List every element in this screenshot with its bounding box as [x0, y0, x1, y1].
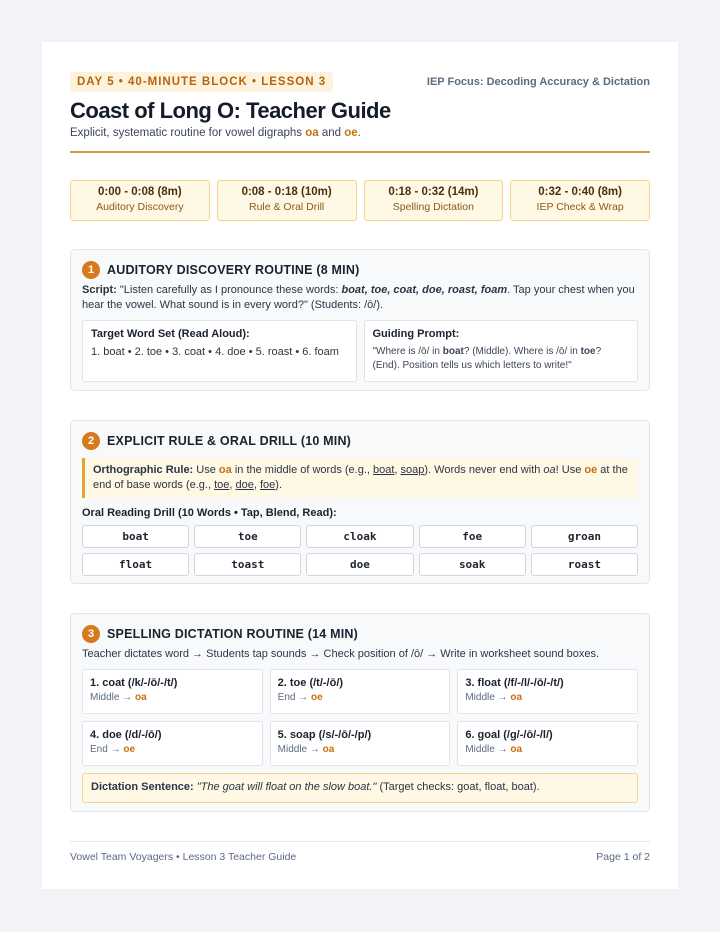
- rule-text: Use: [193, 464, 219, 476]
- card-text: [373, 345, 630, 373]
- subtitle-text: Explicit, systematic routine for vowel digraphs: [70, 127, 306, 139]
- sentence-quote: "The goat will float on the slow boat.": [196, 781, 377, 793]
- worksheet-page: [42, 42, 678, 889]
- digraph-oe: oe: [344, 127, 358, 139]
- dictation-sentence-box: [82, 773, 638, 803]
- drill-word: groan: [531, 525, 638, 548]
- section-number-badge: 3: [82, 625, 100, 643]
- timeline-time: 0:08 - 0:18 (10m): [241, 186, 332, 198]
- dictation-position: [278, 744, 443, 755]
- prompt-a: "Where is /ō/ in: [372, 346, 443, 357]
- section-auditory-discovery: [70, 249, 650, 391]
- position-text: Middle →: [277, 744, 323, 755]
- prompt-b: ? (Middle). Where is /ō/ in: [463, 346, 581, 357]
- section-spelling-dictation: [70, 613, 650, 812]
- drill-word: soak: [419, 553, 526, 576]
- prompt-word-boat: boat: [442, 346, 464, 357]
- spelling: oa: [135, 692, 147, 703]
- dictation-position: [465, 744, 630, 755]
- dictation-item: [82, 669, 263, 714]
- timeline-label: IEP Check & Wrap: [536, 201, 624, 213]
- dictation-position: [90, 744, 255, 755]
- dictation-word: 5. soap (/s/-/ō/-/p/): [277, 729, 372, 741]
- rule-example-boat: boat: [373, 464, 395, 476]
- section-explicit-rule: [70, 420, 650, 584]
- drill-word: toast: [194, 553, 301, 576]
- section-title: EXPLICIT RULE & ORAL DRILL (10 MIN): [107, 434, 352, 448]
- card-title: Target Word Set (Read Aloud):: [91, 328, 250, 340]
- rule-text: ). Words never end with: [424, 464, 544, 476]
- position-text: Middle →: [90, 692, 136, 703]
- dictation-intro: Teacher dictates word → Students tap sounds → Check position of /ō/ → Write in worksheet sound boxes.: [82, 648, 600, 660]
- dictation-word: 2. toe (/t/-/ō/): [277, 677, 344, 689]
- position-text: End →: [90, 744, 124, 755]
- rule-text: at the end of base words (e.g.,: [93, 464, 628, 491]
- section-header: [82, 624, 638, 644]
- dictation-position: [278, 692, 443, 703]
- position-text: End →: [277, 692, 312, 703]
- dictation-word: 4. doe (/d/-/ō/): [90, 729, 162, 741]
- subtitle-end: .: [357, 127, 361, 139]
- rule-text: ,: [253, 479, 260, 491]
- dictation-position: [465, 692, 630, 703]
- rule-example-soap: soap: [400, 464, 425, 476]
- card-text: 1. boat • 2. toe • 3. coat • 4. doe • 5. roast • 6. foam: [91, 346, 339, 358]
- dictation-word: 1. coat (/k/-/ō/-/t/): [90, 677, 178, 689]
- page-footer: [70, 851, 650, 863]
- drill-word: float: [82, 553, 189, 576]
- page-title: Coast of Long O: Teacher Guide: [70, 98, 391, 123]
- timeline-block-1: [70, 180, 210, 221]
- header-divider: [70, 151, 650, 153]
- subtitle-and: and: [318, 127, 345, 139]
- script-pre: "Listen carefully as I pronounce these words:: [116, 284, 342, 296]
- rule-example-foe: foe: [259, 479, 276, 491]
- script-words: boat, toe, coat, doe, roast, foam: [341, 284, 508, 296]
- timeline-label: Rule & Oral Drill: [248, 201, 325, 213]
- iep-focus-label: IEP Focus: Decoding Accuracy & Dictation: [426, 76, 650, 88]
- footer-title: Vowel Team Voyagers • Lesson 3 Teacher Guide: [70, 851, 297, 863]
- dictation-item: [457, 721, 638, 766]
- card-title: Guiding Prompt:: [372, 328, 460, 340]
- lesson-badge: DAY 5 • 40-MINUTE BLOCK • LESSON 3: [70, 72, 333, 92]
- rule-text: ,: [394, 464, 401, 476]
- timeline-block-4: [510, 180, 650, 221]
- dictation-word: 6. goal (/g/-/ō/-/l/): [465, 729, 553, 741]
- spelling: oe: [311, 692, 323, 703]
- sentence-post: (Target checks: goat, float, boat).: [376, 781, 540, 793]
- rule-oa-italic: oa: [543, 464, 556, 476]
- drill-word: roast: [531, 553, 638, 576]
- dictation-item: [270, 669, 451, 714]
- page-number: Page 1 of 2: [596, 851, 650, 863]
- rule-oa: oa: [218, 464, 232, 476]
- drill-word: toe: [194, 525, 301, 548]
- drill-word: doe: [306, 553, 413, 576]
- dictation-word: 3. float (/f/-/l/-/ō/-/t/): [465, 677, 564, 689]
- rule-oe: oe: [584, 464, 598, 476]
- section-header: [82, 431, 638, 451]
- spelling: oa: [510, 692, 523, 703]
- spelling: oa: [322, 744, 335, 755]
- section1-cards: [82, 320, 638, 382]
- rule-text: in the middle of words (e.g.,: [231, 464, 373, 476]
- timeline-label: Spelling Dictation: [392, 201, 474, 213]
- prompt-c: ? (End). Position tells us which letters to write!": [372, 346, 602, 371]
- section-title: AUDITORY DISCOVERY ROUTINE (8 MIN): [107, 263, 360, 277]
- dictation-position: [90, 692, 255, 703]
- dictation-grid: [82, 669, 638, 766]
- sentence-label: Dictation Sentence:: [91, 781, 194, 793]
- drill-word-grid: [82, 525, 638, 576]
- rule-example-doe: doe: [235, 479, 254, 491]
- spelling: oa: [510, 744, 523, 755]
- drill-word: cloak: [306, 525, 413, 548]
- digraph-oa: oa: [305, 127, 319, 139]
- dictation-item: [82, 721, 263, 766]
- drill-word: boat: [82, 525, 189, 548]
- dictation-item: [457, 669, 638, 714]
- rule-label: Orthographic Rule:: [93, 464, 194, 476]
- timeline-block-3: [364, 180, 504, 221]
- spelling: oe: [123, 744, 136, 755]
- timeline-time: 0:32 - 0:40 (8m): [538, 186, 622, 198]
- prompt-word-toe: toe: [580, 346, 596, 357]
- section-number-badge: 2: [82, 432, 100, 450]
- dictation-item: [270, 721, 451, 766]
- lesson-timeline: [70, 180, 650, 221]
- target-word-card: [82, 320, 357, 382]
- timeline-time: 0:18 - 0:32 (14m): [388, 186, 479, 198]
- drill-title: Oral Reading Drill (10 Words • Tap, Blend, Read):: [82, 507, 337, 519]
- guiding-prompt-card: [364, 320, 639, 382]
- section-header: [82, 260, 638, 280]
- page-content: [70, 70, 650, 863]
- position-text: Middle →: [465, 744, 511, 755]
- script-text: [82, 283, 638, 313]
- rule-example-toe: toe: [214, 479, 230, 491]
- drill-word: foe: [419, 525, 526, 548]
- timeline-time: 0:00 - 0:08 (8m): [98, 186, 182, 198]
- page-subtitle: [70, 127, 650, 139]
- position-text: Middle →: [465, 692, 511, 703]
- footer-divider: [70, 841, 650, 842]
- script-label: Script:: [82, 284, 117, 296]
- rule-text: ! Use: [555, 464, 585, 476]
- section-number-badge: 1: [82, 261, 100, 279]
- timeline-block-2: [217, 180, 357, 221]
- header-row: [70, 70, 650, 94]
- script-post: . Tap your chest when you hear the vowel. What sound is in every word?" (Students: /ō/).: [82, 284, 635, 311]
- orthographic-rule-box: [82, 458, 638, 498]
- rule-text: ).: [275, 479, 283, 491]
- section-title: SPELLING DICTATION ROUTINE (14 MIN): [107, 627, 358, 641]
- timeline-label: Auditory Discovery: [96, 201, 184, 213]
- rule-text: ,: [229, 479, 236, 491]
